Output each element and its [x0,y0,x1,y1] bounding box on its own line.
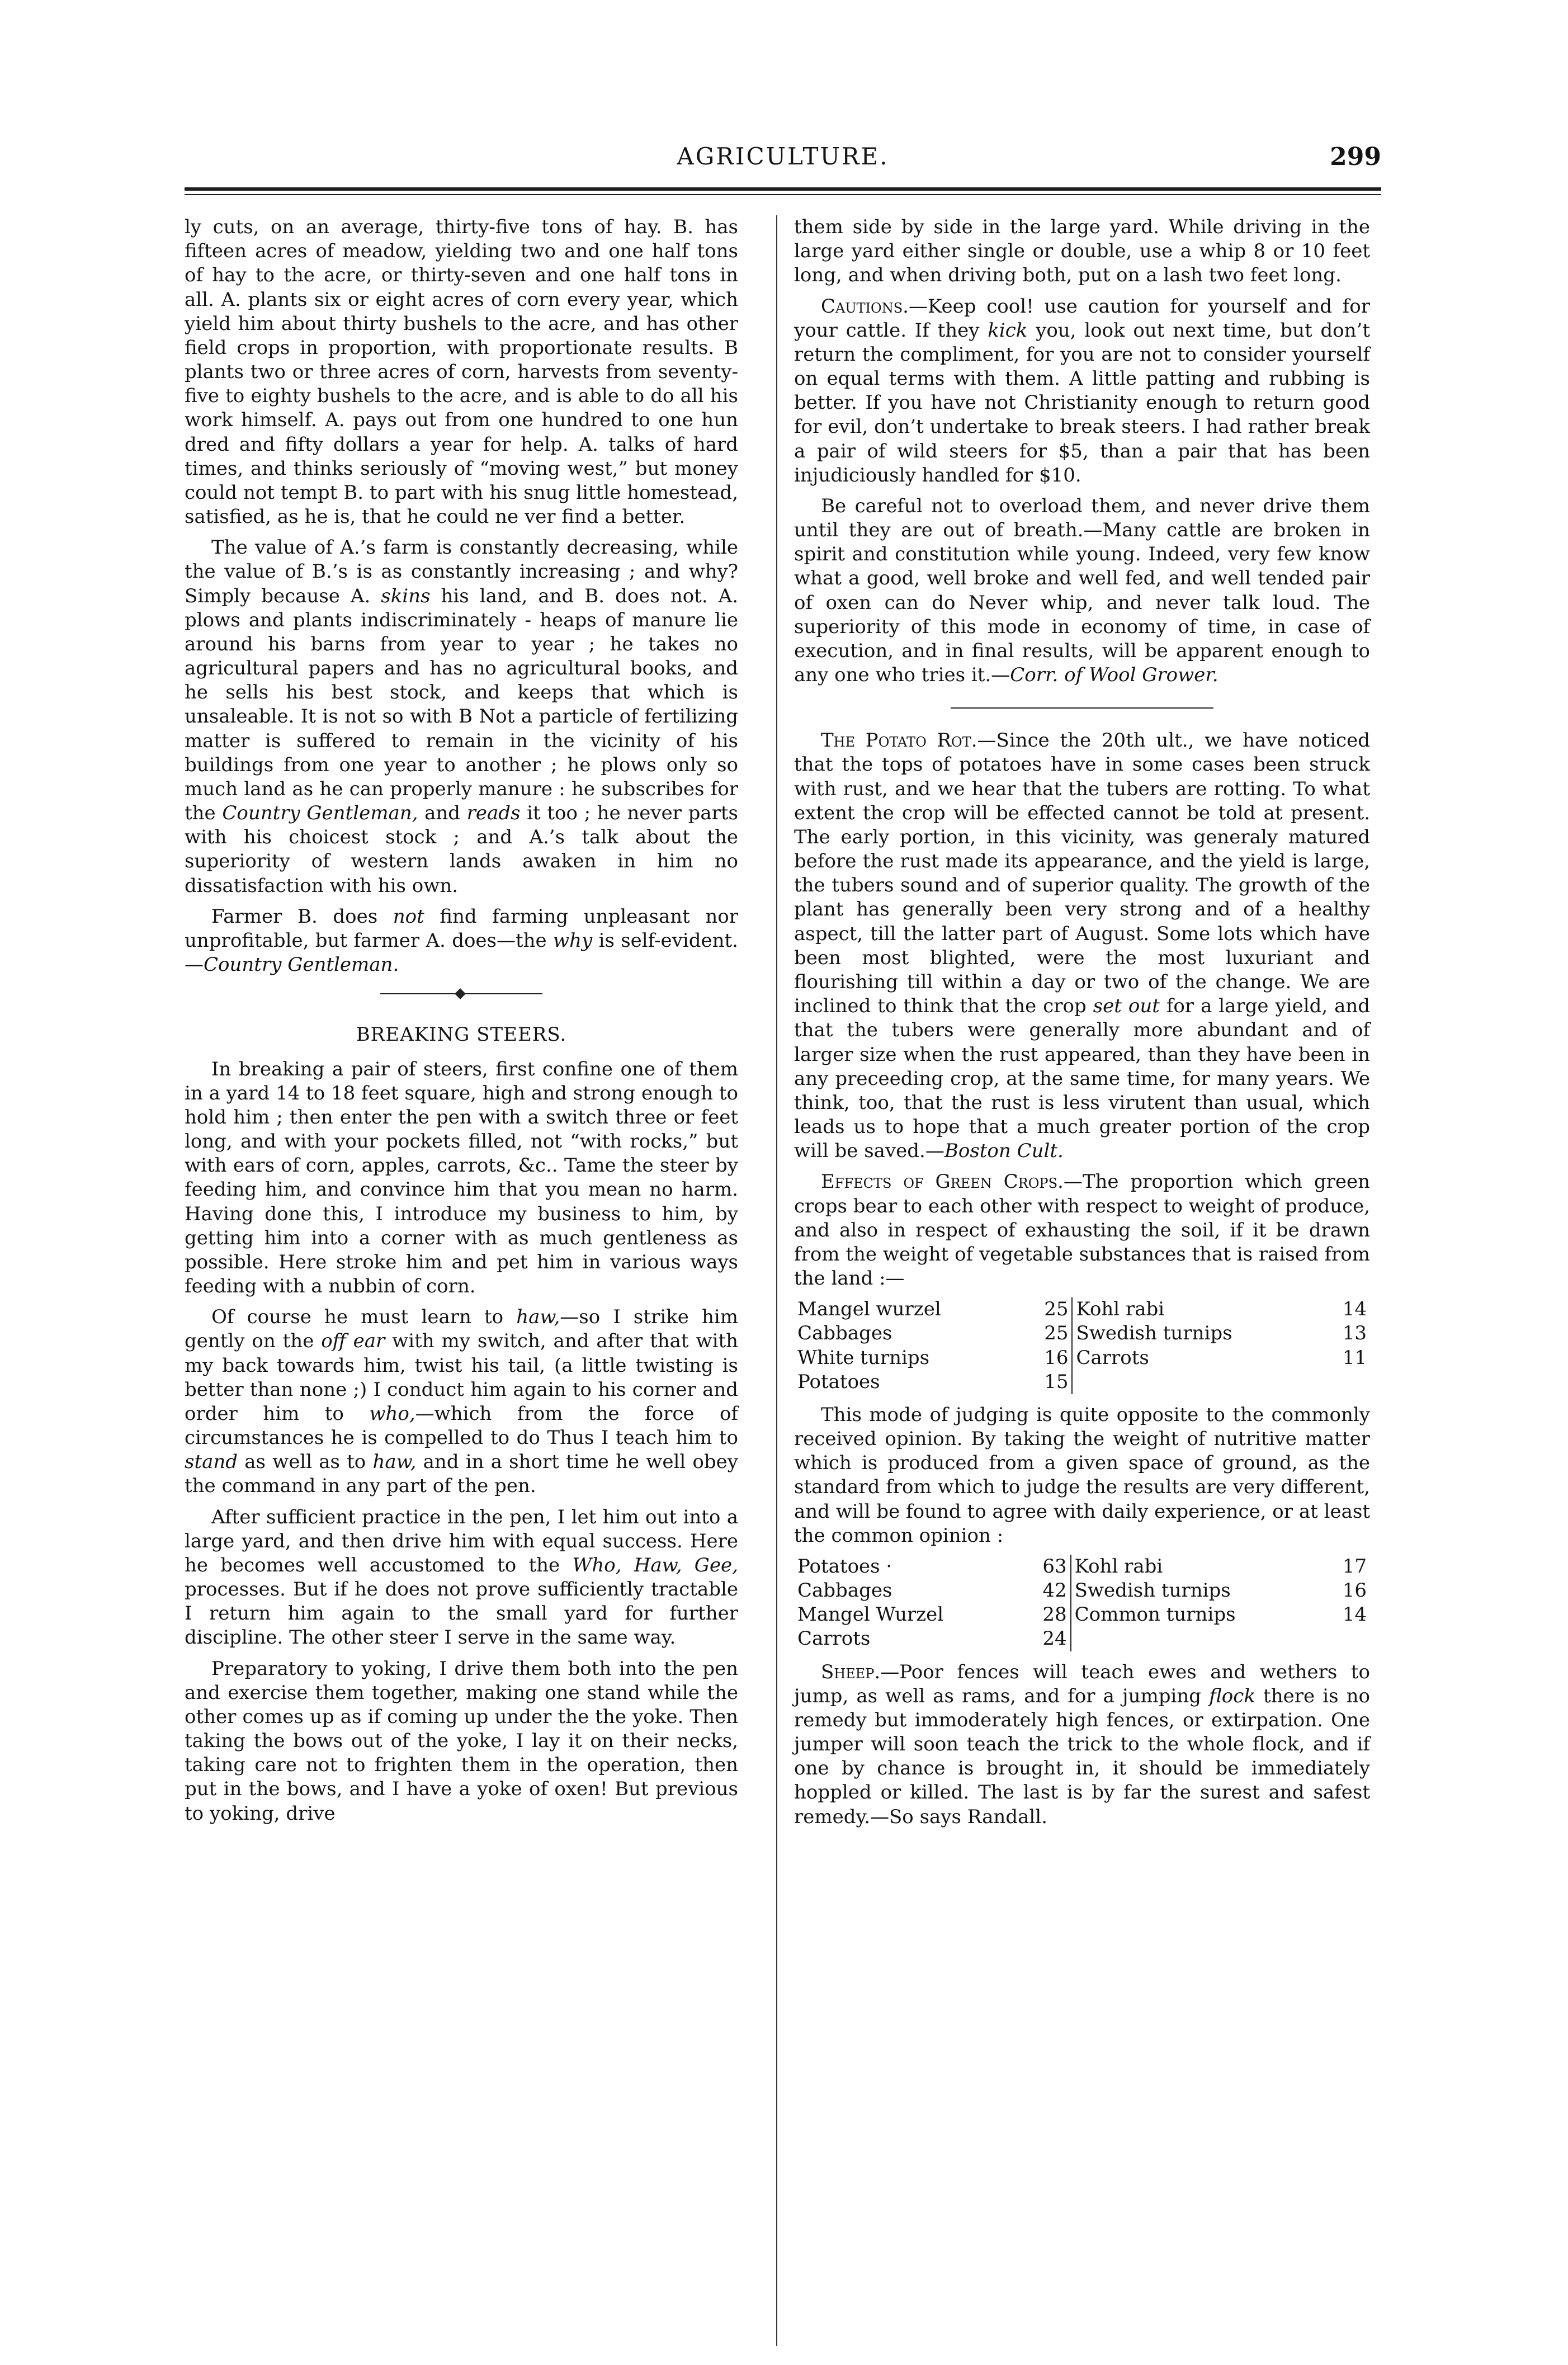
paragraph-sheep: Sheep.—Poor fences will teach ewes and wethers to jump, as well as rams, and for a jumping flock there is no remedy but immoderately high fences, or extirpation. One jumper will soon teach the trick to the whole flock, and if one by chance is brought in, it should be immediately hoppled or killed. The last is by far the surest and safest remedy.—So says Randall. [794,1660,1370,1828]
table-row: White turnips 16 Carrots 11 [794,1346,1370,1370]
table-row: Carrots 24 [794,1627,1370,1651]
running-title: AGRICULTURE. [677,143,889,170]
paragraph-learn-haw: Of course he must learn to haw,—so I strike him gently on the off ear with my switch, and after that with my back towards him, twist his tail, (a little twisting is better than none ;) I conduct him again to his corner and order him to who,—which from the force of circumstances he is compelled to do Thus I teach him to stand as well as to haw, and in a short time he well obey the command in any part of the pen. [185,1306,739,1498]
section-ornament [380,989,542,998]
paragraph-green-crops: Effects of Green Crops.—The proportion which green crops bear to each other with respect to weight of produce, and also in respect of exhausting the soil, if it be drawn from the weight of vegetable substances that is raised from the land :— [794,1170,1371,1290]
running-head [185,143,1381,176]
table-row: Cabbages 25 Swedish turnips 13 [794,1321,1370,1346]
article-heading-breaking-steers: BREAKING STEERS. [356,1023,567,1046]
column-divider [776,215,777,2346]
paragraph-farm-comparison: ly cuts, on an average, thirty-five tons of hay. B. has fifteen acres of meadow, yielding two and one half tons of hay to the acre, or thirty-seven and one half tons in all. A. plants six or eight acres of corn every year, which yield him about thirty bushels to the acre, and has other field crops in proportion, with proportionate results. B plants two or three acres of corn, harvests from seventy-five to eighty bushels to the acre, and is able to do all his work himself. A. pays out from one hundred to one hun dred and fifty dollars a year for help. A. talks of hard times, and thinks seriously of “moving west,” but money could not tempt B. to part with his snug little homestead, satisfied, as he is, that he could ne ver find a better. [185,216,738,528]
left-column [185,215,738,1833]
paragraph-potato-rot: The Potato Rot.—Since the 20th ult., we have noticed that the tops of potatoes have in some cases been struck with rust, and we hear that the tubers are rotting. To what extent the crop will be effected cannot be told at present. The early portion, in this vicinity, was generaly matured before the rust made its appearance, and the yield is large, the tubers sound and of superior quality. The growth of the plant has generally been very strong and of a healthy aspect, till the latter part of August. Some lots which have been most blighted, were the most luxuriant and flourishing till within a day or two of the change. We are inclined to think that the crop set out for a large yield, and that the tubers were generally more abundant and of larger size when the rust appeared, than they have been in any preceeding crop, at the same time, for many years. We think, too, that the rust is less virutent than usual, which leads us to hope that a much greater portion of the crop will be saved.—Boston Cult. [794,729,1370,1163]
paragraph-driving: them side by side in the large yard. While driving in the large yard either single or double, use a whip 8 or 10 feet long, and when driving both, put on a lash two feet long. [794,216,1370,287]
paragraph-breaking-steers-intro: In breaking a pair of steers, first confine one of them in a yard 14 to 18 feet square, high and strong enough to hold him ; then enter the pen with a switch three or feet long, and with your pockets filled, not “with rocks,” but with ears of corn, apples, carrots, &c.. Tame the steer by feeding him, and convince him that you mean no harm. Having done this, I introduce my business to him, by getting him into a corner with as much gentleness as possible. Here stroke him and pet him in various ways feeding with a nubbin of corn. [185,1058,738,1298]
table-row: Mangel Wurzel 28 Common turnips 14 [794,1603,1370,1627]
header-rule-thin [185,194,1381,195]
paragraph-mode-of-judging: This mode of judging is quite opposite to the commonly received opinion. By taking the weight of nutritive matter which is produced from a given space of ground, as the standard from which to judge the results are very different, and will be found to agree with daily experience, or at least the common opinion : [794,1403,1370,1547]
page-number: 299 [1330,143,1381,171]
header-rule-thick [185,187,1381,191]
paragraph-overload: Be careful not to overload them, and never drive them until they are out of breath.—Many cattle are broken in spirit and constitution while young. Indeed, very few know what a good, well broke and well fed, and well tended pair of oxen can do Never whip, and never talk loud. The superiority of this mode in economy of time, in case of execution, and in final results, will be apparent enough to any one who tries it.—Corr. of Wool Grower. [794,494,1370,687]
table-row: Cabbages 42 Swedish turnips 16 [794,1579,1370,1603]
table-row: Potatoes 15 [794,1370,1370,1394]
paragraph-large-yard: After sufficient practice in the pen, I let him out into a large yard, and then drive him with equal success. Here he becomes well accustomed to the Who, Haw, Gee, processes. But if he does not prove sufficiently tractable I return him again to the small yard for further discipline. The other steer I serve in the same way. [185,1505,738,1649]
paragraph-farm-value: The value of A.’s farm is constantly decreasing, while the value of B.’s is as constantly increasing ; and why? Simply because A. skins his land, and B. does not. A. plows and plants indiscriminately - heaps of manure lie around his barns from year to year ; he takes no agricultural papers and has no agricultural books, and he sells his best stock, and keeps that which is unsaleable. It is not so with B Not a particle of fertilizing matter is suffered to remain in the vicinity of his buildings from one year to another ; he plows only so much land as he can properly manure : he subscribes for the Country Gentleman, and reads it too ; he never parts with his choicest stock ; and A.’s talk about the superiority of western lands awaken in him no dissatisfaction with his own. [185,536,739,897]
paragraph-yoking: Preparatory to yoking, I drive them both into the pen and exercise them together, making one stand while the other comes up as if coming up under the the yoke. Then taking the bows out of the yoke, I lay it on their necks, taking care not to frighten them in the operation, then put in the bows, and I have a yoke of oxen! But previous to yoking, drive [185,1657,738,1825]
paragraph-farming-pleasant: Farmer B. does not find farming unpleasant nor unprofitable, but farmer A. does—the why is self-evident.—Country Gentleman. [185,905,738,976]
table-crop-weights [794,1297,1370,1394]
paragraph-cautions: Cautions.—Keep cool! use caution for yourself and for your cattle. If they kick you, look out next time, but don’t return the compliment, for you are not to consider yourself on equal terms with them. A little patting and rubbing is better. If you have not Christianity enough to return good for evil, don’t undertake to break steers. I had rather break a pair of wild steers for $5, than a pair that has been injudiciously handled for $10. [794,295,1370,487]
table-row: Mangel wurzel 25 Kohl rabi 14 [794,1297,1370,1321]
section-rule [951,707,1213,709]
table-nutritive-matter [794,1555,1370,1651]
right-column [794,215,1370,1836]
table-row: Potatoes · 63 Kohl rabi 17 [794,1555,1370,1579]
